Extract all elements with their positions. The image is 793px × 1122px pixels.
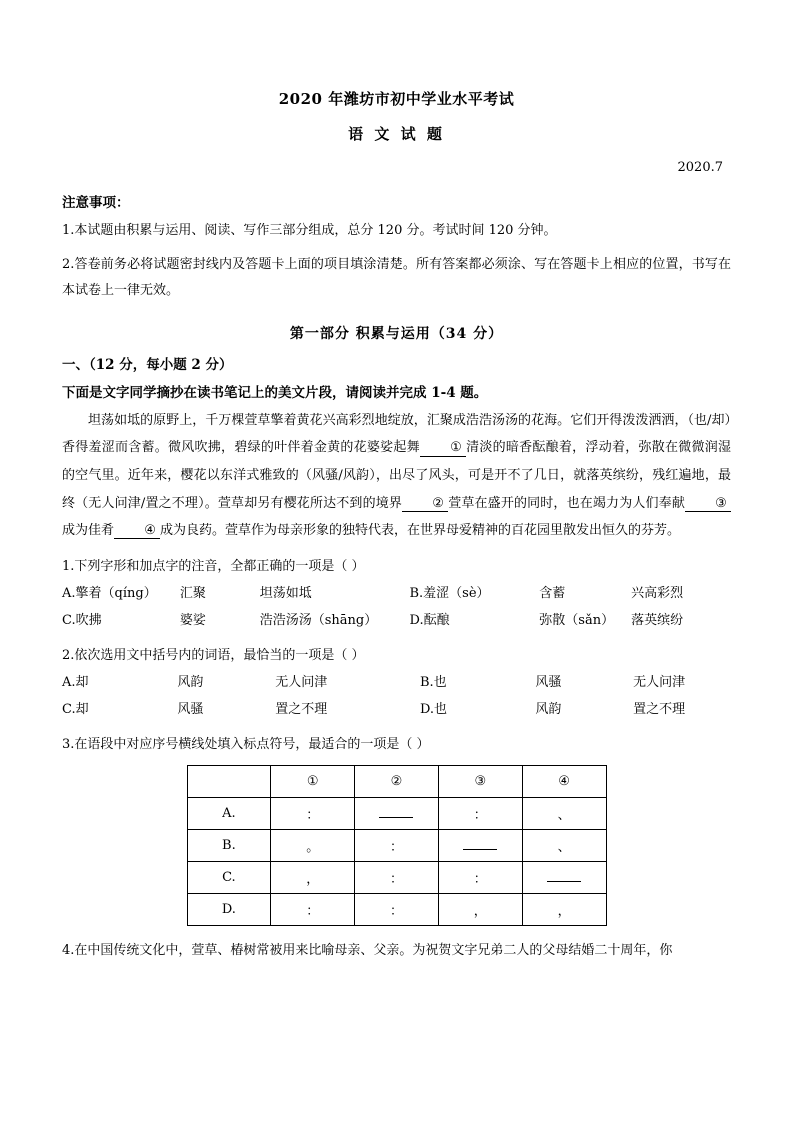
option-b2[interactable]: 风骚 — [535, 675, 562, 691]
question-1-options-row-2 — [62, 608, 731, 633]
row-label-a: A. — [187, 798, 271, 830]
cell-d-4: ， — [522, 894, 606, 926]
cell-a-1: ： — [271, 798, 355, 830]
row-label-b: B. — [187, 830, 271, 862]
table-row[interactable] — [187, 830, 606, 862]
notice-item-2: 2.答卷前务必将试题密封线内及答题卡上面的项目填涂清楚。所有答案都必须涂、写在答题卡上相应的位置，书写在本试卷上一律无效。 — [62, 256, 731, 299]
option-d3[interactable]: 落英缤纷 — [631, 613, 684, 629]
notice-heading: 注意事项： — [62, 195, 130, 211]
question-3-stem: 3.在语段中对应序号横线处填入标点符号，最适合的一项是（ ） — [62, 736, 430, 752]
question-1-stem: 1.下列字形和加点字的注音，全都正确的一项是（ ） — [62, 558, 365, 574]
table-row[interactable] — [187, 862, 606, 894]
question-1-options-row-1 — [62, 581, 731, 606]
option-d3[interactable]: 置之不理 — [633, 702, 686, 718]
row-label-d: D. — [187, 894, 271, 926]
option-a3[interactable]: 无人问津 — [275, 675, 328, 691]
punctuation-table — [187, 765, 607, 926]
table-header-cell-0 — [187, 766, 271, 798]
table-header-row — [187, 766, 606, 798]
group-title: 一、（12 分，每小题 2 分） — [62, 356, 233, 373]
option-b3[interactable]: 兴高彩烈 — [631, 586, 684, 601]
option-b1[interactable]: B.也 — [419, 675, 447, 691]
option-c3[interactable]: 浩浩汤汤（shāng） — [259, 613, 378, 629]
passage-part-3: 萱草在盛开的同时，也在竭力为人们奉献 — [448, 495, 685, 511]
passage-blank-3: ③ — [685, 497, 731, 512]
option-c2[interactable]: 婆娑 — [179, 613, 206, 629]
group-lead: 下面是文字同学摘抄在读书笔记上的美文片段，请阅读并完成 1-4 题。 — [62, 384, 488, 401]
option-c2[interactable]: 风骚 — [177, 702, 204, 718]
em-dash-mark — [463, 842, 497, 850]
page-subtitle: 语 文 试 题 — [348, 125, 445, 143]
option-c3[interactable]: 置之不理 — [275, 702, 328, 718]
reading-passage — [62, 407, 731, 545]
cell-d-3: ， — [438, 894, 522, 926]
cell-b-2: ： — [355, 830, 439, 862]
table-header-cell-1: ① — [271, 766, 355, 798]
option-d2[interactable]: 风韵 — [535, 702, 562, 718]
passage-part-5: 成为良药。萱草作为母亲形象的独特代表，在世界母爱精神的百花园里散发出恒久的芬芳。 — [160, 523, 681, 539]
em-dash-mark — [379, 810, 413, 818]
option-a2[interactable]: 风韵 — [177, 675, 204, 691]
option-c1[interactable]: C.吹拂 — [62, 613, 102, 629]
table-header-cell-2: ② — [355, 766, 439, 798]
option-d1[interactable]: D.酝酿 — [409, 613, 450, 629]
em-dash-mark — [547, 874, 581, 882]
option-d2[interactable]: 弥散（sǎn） — [539, 613, 615, 629]
option-a2[interactable]: 汇聚 — [179, 586, 206, 601]
question-2-stem: 2.依次选用文中括号内的词语，最恰当的一项是（ ） — [62, 647, 365, 663]
cell-a-3: ： — [438, 798, 522, 830]
section-title: 第一部分 积累与运用（34 分） — [289, 325, 504, 342]
option-c1[interactable]: C.却 — [62, 702, 89, 718]
question-2-options-row-2 — [62, 697, 731, 722]
cell-c-1: ， — [271, 862, 355, 894]
row-label-c: C. — [187, 862, 271, 894]
option-a1[interactable]: A.却 — [62, 675, 89, 691]
passage-part-2: 清淡的暗香酝酿着，浮动着，弥散在微微润湿的空气里。近年来，樱花以东洋式雅致的（风骚/风韵），出尽了风头，可是开不了几日，就落英缤纷，残红遍地，最终（无人问津/置之不理）。萱草却另有樱花所达不到的境界 — [62, 440, 731, 511]
cell-b-1: 。 — [271, 830, 355, 862]
option-b1[interactable]: B.羞涩（sè） — [409, 586, 490, 601]
cell-c-4 — [522, 862, 606, 894]
cell-a-4: 、 — [522, 798, 606, 830]
passage-part-4: 成为佳肴 — [62, 523, 115, 539]
question-4-stem: 4.在中国传统文化中，萱草、椿树常被用来比喻母亲、父亲。为祝贺文字兄弟二人的父母结婚二十周年，你 — [62, 943, 673, 959]
table-header-cell-3: ③ — [438, 766, 522, 798]
exam-date: 2020.7 — [677, 160, 723, 175]
table-header-cell-4: ④ — [522, 766, 606, 798]
cell-c-2: ： — [355, 862, 439, 894]
option-d1[interactable]: D.也 — [419, 702, 448, 718]
cell-d-2: ： — [355, 894, 439, 926]
passage-blank-4: ④ — [114, 524, 160, 539]
passage-blank-2: ② — [402, 497, 448, 512]
cell-c-3: ： — [438, 862, 522, 894]
notice-item-1: 1.本试题由积累与运用、阅读、写作三部分组成，总分 120 分。考试时间 120 分钟。 — [62, 223, 557, 238]
question-2-options-row-1 — [62, 670, 731, 695]
table-row[interactable] — [187, 798, 606, 830]
cell-d-1: ： — [271, 894, 355, 926]
cell-b-4: 、 — [522, 830, 606, 862]
page-title: 2020 年潍坊市初中学业水平考试 — [278, 90, 515, 108]
option-a3[interactable]: 坦荡如坻 — [259, 586, 312, 601]
passage-blank-1: ① — [420, 441, 466, 456]
option-b3[interactable]: 无人问津 — [633, 675, 686, 691]
passage-part-1: 坦荡如坻的原野上，千万棵萱草擎着黄花兴高彩烈地绽放，汇聚成浩浩汤汤的花海。它们开得泼泼洒洒，（也/却）香得羞涩而含蓄。微风吹拂，碧绿的叶伴着金黄的花婆娑起舞 — [62, 412, 731, 456]
option-b2[interactable]: 含蓄 — [539, 586, 566, 601]
option-a1[interactable]: A.擎着（qíng） — [62, 586, 157, 601]
cell-b-3 — [438, 830, 522, 862]
table-row[interactable] — [187, 894, 606, 926]
cell-a-2 — [355, 798, 439, 830]
